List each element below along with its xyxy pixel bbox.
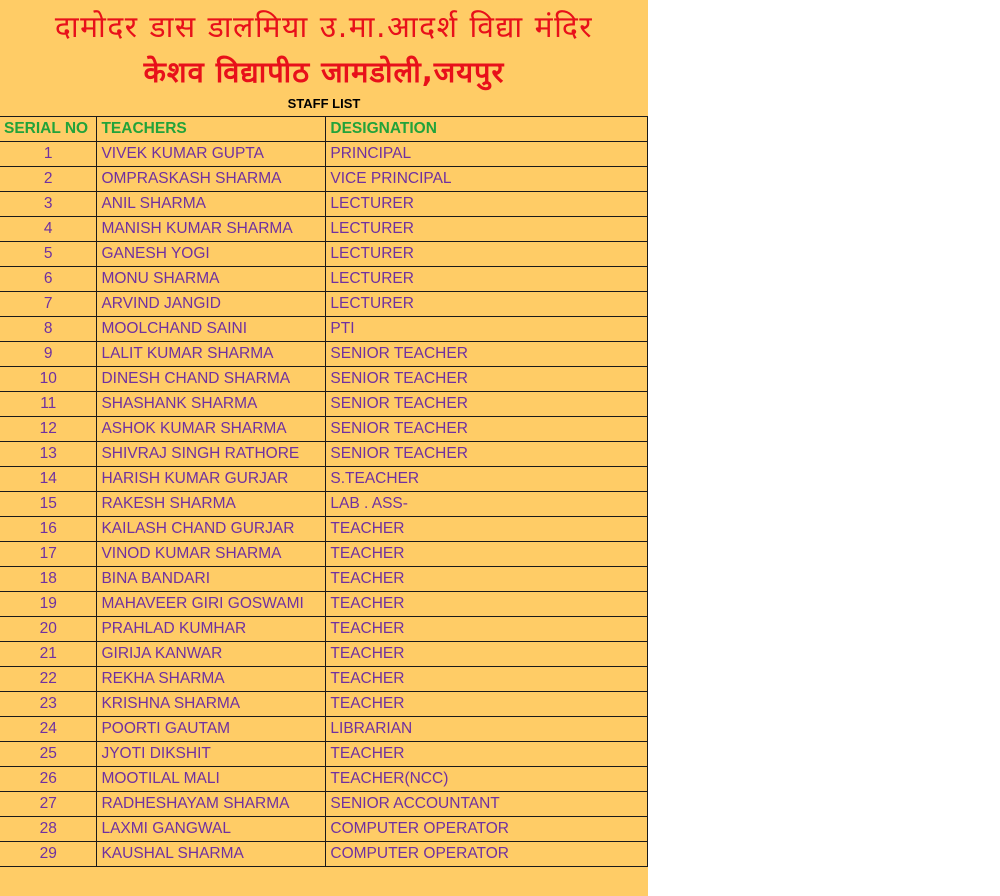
teacher-name-cell: DINESH CHAND SHARMA [97,367,326,392]
serial-cell: 4 [0,217,97,242]
teacher-name-cell: MOOTILAL MALI [97,767,326,792]
designation-cell: SENIOR TEACHER [326,417,648,442]
table-row [0,392,648,417]
table-row [0,642,648,667]
designation-cell: SENIOR TEACHER [326,367,648,392]
teacher-name-cell: REKHA SHARMA [97,667,326,692]
table-row [0,592,648,617]
teacher-name-cell: SHASHANK SHARMA [97,392,326,417]
serial-cell: 21 [0,642,97,667]
table-row [0,267,648,292]
designation-cell: LECTURER [326,242,648,267]
serial-cell: 23 [0,692,97,717]
column-header-teachers: TEACHERS [97,117,326,142]
table-row [0,167,648,192]
designation-cell: SENIOR TEACHER [326,342,648,367]
serial-cell: 29 [0,842,97,867]
table-row [0,192,648,217]
table-row [0,692,648,717]
table-row [0,367,648,392]
serial-cell: 13 [0,442,97,467]
serial-cell: 7 [0,292,97,317]
serial-cell: 6 [0,267,97,292]
teacher-name-cell: MANISH KUMAR SHARMA [97,217,326,242]
table-row [0,142,648,167]
column-header-designation: DESIGNATION [326,117,648,142]
designation-cell: LECTURER [326,217,648,242]
serial-cell: 24 [0,717,97,742]
designation-cell: TEACHER [326,742,648,767]
table-row [0,317,648,342]
teacher-name-cell: GIRIJA KANWAR [97,642,326,667]
staff-list-label: STAFF LIST [287,96,361,111]
designation-cell: TEACHER [326,667,648,692]
teacher-name-cell: PRAHLAD KUMHAR [97,617,326,642]
teacher-name-cell: VINOD KUMAR SHARMA [97,542,326,567]
table-row [0,667,648,692]
staff-table [0,116,648,867]
designation-cell: COMPUTER OPERATOR [326,842,648,867]
table-row [0,567,648,592]
teacher-name-cell: KRISHNA SHARMA [97,692,326,717]
table-row [0,292,648,317]
serial-cell: 14 [0,467,97,492]
teacher-name-cell: ASHOK KUMAR SHARMA [97,417,326,442]
column-header-serial: SERIAL NO [0,117,97,142]
teacher-name-cell: KAUSHAL SHARMA [97,842,326,867]
designation-cell: SENIOR ACCOUNTANT [326,792,648,817]
teacher-name-cell: POORTI GAUTAM [97,717,326,742]
designation-cell: LAB . ASS- [326,492,648,517]
teacher-name-cell: MONU SHARMA [97,267,326,292]
teacher-name-cell: GANESH YOGI [97,242,326,267]
designation-cell: TEACHER [326,692,648,717]
table-row [0,517,648,542]
designation-cell: TEACHER [326,642,648,667]
table-row [0,617,648,642]
designation-cell: LECTURER [326,267,648,292]
teacher-name-cell: MAHAVEER GIRI GOSWAMI [97,592,326,617]
serial-cell: 15 [0,492,97,517]
table-row [0,542,648,567]
teacher-name-cell: LAXMI GANGWAL [97,817,326,842]
serial-cell: 5 [0,242,97,267]
teacher-name-cell: MOOLCHAND SAINI [97,317,326,342]
designation-cell: PTI [326,317,648,342]
serial-cell: 18 [0,567,97,592]
designation-cell: LIBRARIAN [326,717,648,742]
teacher-name-cell: OMPRASKASH SHARMA [97,167,326,192]
designation-cell: LECTURER [326,292,648,317]
table-row [0,817,648,842]
designation-cell: VICE PRINCIPAL [326,167,648,192]
serial-cell: 16 [0,517,97,542]
table-row [0,742,648,767]
teacher-name-cell: SHIVRAJ SINGH RATHORE [97,442,326,467]
teacher-name-cell: ANIL SHARMA [97,192,326,217]
serial-cell: 26 [0,767,97,792]
serial-cell: 3 [0,192,97,217]
serial-cell: 9 [0,342,97,367]
serial-cell: 20 [0,617,97,642]
teacher-name-cell: RADHESHAYAM SHARMA [97,792,326,817]
serial-cell: 8 [0,317,97,342]
teacher-name-cell: BINA BANDARI [97,567,326,592]
teacher-name-cell: RAKESH SHARMA [97,492,326,517]
teacher-name-cell: ARVIND JANGID [97,292,326,317]
designation-cell: TEACHER [326,542,648,567]
serial-cell: 17 [0,542,97,567]
serial-cell: 10 [0,367,97,392]
table-row [0,417,648,442]
teacher-name-cell: KAILASH CHAND GURJAR [97,517,326,542]
designation-cell: PRINCIPAL [326,142,648,167]
serial-cell: 1 [0,142,97,167]
designation-cell: TEACHER [326,617,648,642]
table-row [0,242,648,267]
teacher-name-cell: VIVEK KUMAR GUPTA [97,142,326,167]
teacher-name-cell: JYOTI DIKSHIT [97,742,326,767]
table-row [0,217,648,242]
table-row [0,467,648,492]
table-row [0,767,648,792]
designation-cell: TEACHER [326,517,648,542]
table-row [0,492,648,517]
table-row [0,842,648,867]
designation-cell: SENIOR TEACHER [326,442,648,467]
school-location-title: केशव विद्यापीठ जामडोली,जयपुर [143,55,505,89]
teacher-name-cell: LALIT KUMAR SHARMA [97,342,326,367]
table-row [0,442,648,467]
designation-cell: SENIOR TEACHER [326,392,648,417]
teacher-name-cell: HARISH KUMAR GURJAR [97,467,326,492]
designation-cell: LECTURER [326,192,648,217]
school-name-title: दामोदर डास डालमिया उ.मा.आदर्श विद्या मंदिर [54,10,594,45]
table-row [0,717,648,742]
designation-cell: TEACHER(NCC) [326,767,648,792]
designation-cell: TEACHER [326,567,648,592]
designation-cell: TEACHER [326,592,648,617]
serial-cell: 25 [0,742,97,767]
table-header-row [0,117,648,142]
designation-cell: S.TEACHER [326,467,648,492]
serial-cell: 27 [0,792,97,817]
serial-cell: 28 [0,817,97,842]
serial-cell: 22 [0,667,97,692]
designation-cell: COMPUTER OPERATOR [326,817,648,842]
serial-cell: 11 [0,392,97,417]
serial-cell: 2 [0,167,97,192]
serial-cell: 12 [0,417,97,442]
serial-cell: 19 [0,592,97,617]
table-row [0,342,648,367]
table-row [0,792,648,817]
